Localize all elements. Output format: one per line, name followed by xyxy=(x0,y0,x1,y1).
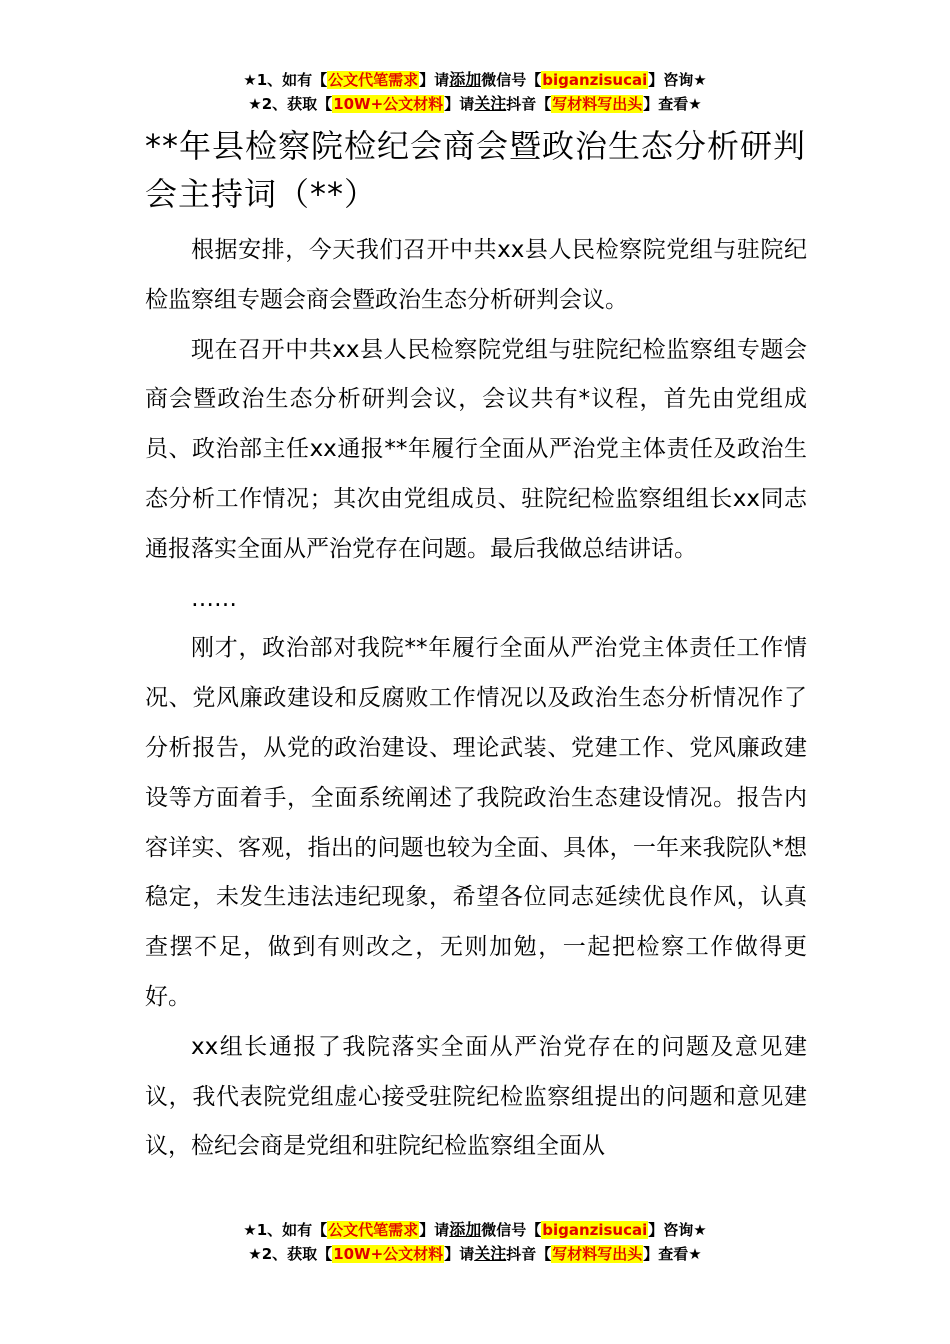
underlined-text: 关注 xyxy=(474,1244,507,1263)
banner-text: 抖音【 xyxy=(506,95,552,113)
banner-text: ★2、获取【 xyxy=(248,1245,333,1263)
banner-text: 】查看★ xyxy=(643,95,702,113)
banner-text: 抖音【 xyxy=(506,1245,552,1263)
paragraph-1: 根据安排，今天我们召开中共xx县人民检察院党组与驻院纪检监察组专题会商会暨政治生态分析研判会议。 xyxy=(145,237,807,313)
banner-text: 】请 xyxy=(419,71,450,89)
banner-text: ★1、如有【 xyxy=(243,1221,328,1239)
wechat-id: biganzisucai xyxy=(542,71,648,89)
banner-line-1 xyxy=(0,1218,950,1242)
footer-banner xyxy=(0,1218,950,1266)
document-title: **年县检察院检纪会商会暨政治生态分析研判会主持词（**） xyxy=(145,127,807,213)
highlight-text: 10W+公文材料 xyxy=(333,95,444,113)
banner-text: ★2、获取【 xyxy=(248,95,333,113)
paragraph-2: 现在召开中共xx县人民检察院党组与驻院纪检监察组专题会商会暨政治生态分析研判会议，会议共有*议程，首先由党组成员、政治部主任xx通报**年履行全面从严治党主体责任及政治生态分析工作情况；其次由党组成员、驻院纪检监察组组长xx同志通报落实全面从严治党存在问题。最后我做总结讲话。 xyxy=(145,336,807,562)
douyin-id: 写材料写出头 xyxy=(552,1245,643,1263)
banner-text: 】咨询★ xyxy=(648,1221,707,1239)
highlight-text: 10W+公文材料 xyxy=(333,1245,444,1263)
banner-text: 】请 xyxy=(444,95,475,113)
banner-text: 】查看★ xyxy=(643,1245,702,1263)
banner-text: ★1、如有【 xyxy=(243,71,328,89)
banner-text: 微信号【 xyxy=(481,1221,542,1239)
paragraph-4: xx组长通报了我院落实全面从严治党存在的问题及意见建议，我代表院党组虚心接受驻院纪检监察组提出的问题和意见建议，检纪会商是党组和驻院纪检监察组全面从 xyxy=(145,1033,807,1160)
banner-text: 】咨询★ xyxy=(648,71,707,89)
paragraph-3: 刚才，政治部对我院**年履行全面从严治党主体责任工作情况、党风廉政建设和反腐败工作情况以及政治生态分析情况作了分析报告，从党的政治建设、理论武装、党建工作、党风廉政建设等方面着手，全面系统阐述了我院政治生态建设情况。报告内容详实、客观，指出的问题也较为全面、具体，一年来我院队*想稳定，未发生违法违纪现象，希望各位同志延续优良作风，认真查摆不足，做到有则改之，无则加勉，一起把检察工作做得更好。 xyxy=(145,635,807,1010)
banner-text: 微信号【 xyxy=(481,71,542,89)
banner-text: 】请 xyxy=(419,1221,450,1239)
underlined-text: 关注 xyxy=(474,94,507,113)
banner-text: 】请 xyxy=(444,1245,475,1263)
paragraph-ellipsis: …… xyxy=(191,585,237,612)
wechat-id: biganzisucai xyxy=(542,1221,648,1239)
banner-line-2 xyxy=(0,92,950,116)
highlight-text: 公文代笔需求 xyxy=(328,1221,419,1239)
banner-line-2 xyxy=(0,1242,950,1266)
document-body xyxy=(145,122,807,1172)
douyin-id: 写材料写出头 xyxy=(552,95,643,113)
underlined-text: 添加 xyxy=(449,1220,482,1239)
banner-line-1 xyxy=(0,68,950,92)
header-banner xyxy=(0,68,950,116)
highlight-text: 公文代笔需求 xyxy=(328,71,419,89)
underlined-text: 添加 xyxy=(449,70,482,89)
